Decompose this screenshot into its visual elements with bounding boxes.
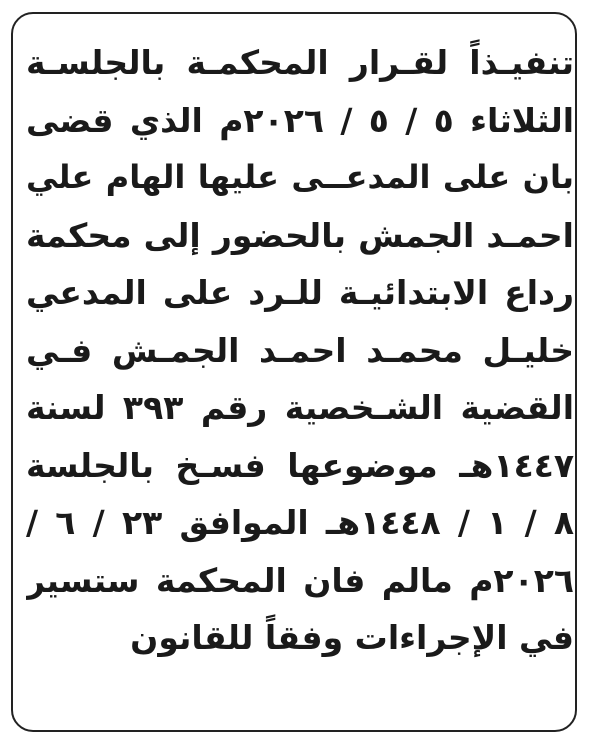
notice-line-10: ٢٠٢٦م مالم فان المحكمة ستسير [26,560,574,600]
notice-line-8: ١٤٤٧هـ موضوعها فسـخ بالجلسة [26,445,574,485]
notice-line-11: في الإجراءات وفقاً للقانون [130,618,574,657]
notice-line-9: ٨ / ١ / ١٤٤٨هـ الموافق ٢٣ / ٦ / [26,503,574,542]
notice-line-1: تنفيـذاً لقـرار المحكمـة بالجلسـة [26,43,574,82]
notice-line-4: احمـد الجمش بالحضور إلى محكمة [26,215,574,255]
notice-line-5: رداع الابتدائيـة للـرد على المدعي [26,273,574,312]
notice-line-2: الثلاثاء ٥ / ٥ / ٢٠٢٦م الذي قضى [26,100,574,140]
notice-line-3: بان على المدعــى عليها الهام علي [26,158,574,196]
court-notice-text [26,34,574,667]
notice-line-6: خليـل محمـد احمـد الجمـش فـي [26,330,574,370]
notice-line-7: القضية الشـخصية رقم ٣٩٣ لسنة [26,388,574,427]
